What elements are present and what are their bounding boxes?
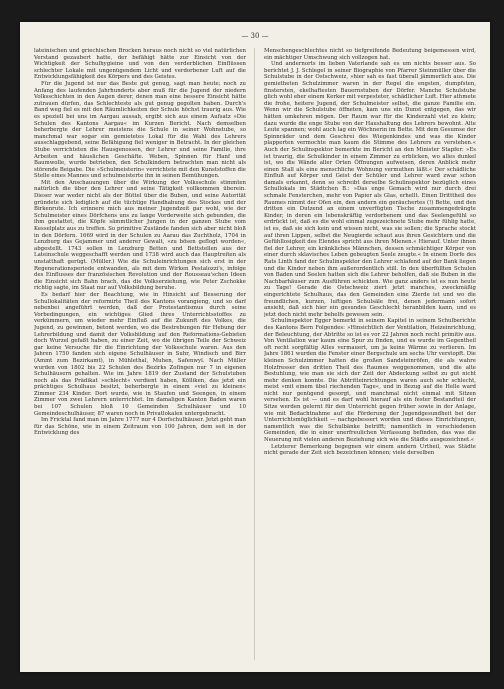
left-paragraph-5: Im Fricktal fand man im Jahre 1777 nur 4 Dorfschulhäuser. Jetzt geht man für das Schöne, wie in einem Zeitraum von 100 Jahren, dem seit in der Entwicklung des xyxy=(34,417,246,437)
right-column xyxy=(264,48,476,660)
right-paragraph-4: Letzterer Bemerkung begegnen wir einem andern Urtheil, was Städte nicht gerade der Zeit sich bezeichnen können; viele derselben xyxy=(264,443,476,457)
left-paragraph-2: Für die Jugend ist nur das Beste gut genug, sagt man heute; noch zu Anfang des laufenden Jahrhunderts aber muß für die Jugend der niedern Volksschichten in den Augen derer, denen man eine bessere Einsicht hätte zutrauen dürfen, das Schlechteste als gut genug gegolten haben. Durch's Band weg fiel es mit den Räumlichkeiten der Schule höchst traurig aus. Wie es speziell bei uns im Aargau aussah, ergibt sich aus einem Aufsatz »Die Schulen des Kantons Aargau« im Kurzen Bericht. Nach demselben beherbergte der Lehrer meistens die Schule in seiner Wohnstube, so manchmal war sogar ein gemietetes Lokal für die Wahl des Lehrers ausschlaggebend, seine Befähigung fiel weniger in Betracht. In der gleichen Stube verrichteten die Hausgenossen, der Lehrer und seine Familie, ihre Arbeiten und häuslichen Geschäfte. Weben, Spinnen für Hanf und Baumwolle, wurde betrieben, den Schulkindern betrachten man nicht als störende Beigabe. Die »Schulmeisterin« verrichtete mit den Kunststoffen die Stelle eines Mannes und schulmeisterte ihn in seinen Bemühungen. xyxy=(34,80,246,180)
right-paragraph-1: Menschengeschlechtes nicht so tiefgreifende Bedeutung beigemessen wird, ein mächtiger Umschwung sich vollzogen hat. xyxy=(264,48,476,61)
left-paragraph-3: Mit den Anschauungen über die Wirkung der Volksschule stimmten natürlich die über den Lehrer und seine Tätigkeit vollkommen überein. Dieser war weder nicht als der Büttel über die Buben, und seine Autorität gründete sich lediglich auf die tüchtige Handhabung des Stockes und der Birkenrute. Ich erinnere mich aus meiner Jugendzeit gar wohl, wie der Schulmeister eines Dörfchens uns zu lange Vorderweite sich gebunden, die ihm gestattet, die Köpfe sämmtlicher Jungen in der ganzen Stube vom Kesselplatz aus zu treffen. So primitive Zustände fanden sich aber nicht bloß in den Dörfern. 1669 wird in der Schulen zu Aarau das Zuchtholz, 1704 in Lenzburg das Gejammer und anderer Gewalt, »zu bösen geflogt worden«, abgestellt. 1743 sollen in Lenzburg Betten und Bettstellen aus der Lateinschule weggeschafft werden und 1738 wird auch das Hauptreiten als unstatthaft gerügt. (Müller.) Wie die Schuleinrichtungen sich erst in der Regenerationsperiode entwanden, als mit dem Wirken Pestalozzi's, infolge des Einflusses der französischen Revolution und der Rousseau'schen Ideen die Einsicht sich Bahn brach, das die Volkserziehung, wie Peter Zschokke richtig sagte, im Staat nur auf Volksbildung beruhe. xyxy=(34,179,246,292)
left-paragraph-4: Es bedarf hier der Beachtung, wie in Hinsicht auf Besserung der Schullokalitäten der reformirte Theil des Kantons vorangieng, und so darf nebenbei angeführt werden, daß der Protestantismus durch seine Vorbedingungen, ein wichtiges Glied ihres Unterrichtsstoffes zu verkümmern, um wieder mehr Einfluß auf die Zukunft des Volkes, die Jugend, zu gewinnen, betont werden, wo die Bestrebungen für Hebung der Lehrerbildung und damit der Volksbildung auf den Reformations-Gebieten doch Wurzel gefaßt haben, zu einer Zeit, wo die übrigen Teile der Schweiz gar keine Versuche für die Einrichtung der Volksschule waren. Aus den Jahren 1750 fanden sich eigene Schulhäuser in Suhr, Windisch und Birr (Ammt zum Bezirkamt), in Mühlethal, Muhen, Safenwyl. Nach Müller wurden von 1802 bis 22 Schulen des Bezirks Zofingen nur 7 in eigenen Schulhäusern gehalten. Wie im Jahre 1819 der Zustand der Schulstuben noch als das Prädikat »schlecht« verdient haben, Kölliken, das jetzt ein prächtiges Schulhaus besitzt, beherbergte in einem »viel zu kleinen« Zimmer 234 Kinder. Dort wurde, wie in Staufen und Seengen, in einem Zimmer von zwei Lehrern unterrichtet. Im damaligen Kanton Baden waren bei 107 Schulen bloß 10 Gemeinden Schulhäuser und 10 Gemeindeschulhäuser, 87 waren noch in Privatlokalen untergebracht. xyxy=(34,291,246,417)
left-column xyxy=(34,48,246,660)
document-page xyxy=(20,22,490,672)
page-number: — 30 — xyxy=(241,32,269,40)
right-paragraph-3: Schulinspektor Egger bemerkt in seinem Kapitel in seinem Schulberichte des Kantons Bern Folgendes: »Hinsichtlich der Ventilation, Heizeinrichtung, der Beleuchtung, der Abtritte so ist es vor 22 Jahren noch recht primitiv aus. Von Ventilation war kaum eine Spur zu finden, und es wurde im Gegentheil oft recht sorgfältig Alles vermauert, um ja keine Wärme zu verlieren. Im Jahre 1861 wurden die Fenster einer Bergschule um sechs Uhr verstopft. Die kleinen Schulzimmer hatten die großen Sandsteinröfen, die als wahre Holzfresser den dritten Theil des Raumes weggenommen, und die alte Bestuhlung, wie man sie sich der Zeit der Abdeckung selbst zu gut nicht mehr denken konnte. Die Abtritteinrichtungen waren auch sehr schlecht, meist »mit einem übel riechenden Tage«, und in Bezug auf die Helle ward nicht nur genügend gesorgt, und manchmal nicht einmal mit Sitzen versehen. Es ist — und es darf wohl hierauf als ein fester Bestandteil der Sitze werden gelernt für den Unterricht gegen früher sowie in der Anlage, wie mit Bedachtnahme auf die Förderung der Jugendgesundheit bei der Unterrichtsmöglichkeit — nachgebessert worden und dieses Einrichtungen, namentlich was die Schulbänke betrifft; namentlich in verschiedenen Gemeinden, die in einer unerfreulichen Verfassung befinden, das was die Neuerung mit vielen anderen Beziehung sich wie die Städte ausgezeichnet.« xyxy=(264,318,476,444)
column-divider xyxy=(254,48,255,660)
right-paragraph-2: Und andernorts im lieben Vaterlande sah es um nichts besser aus. So berichtet J. J. Schlegel in seiner Biographie von Pfarrer Steinmüller über die Schulstube in der Ostschweiz, »hier sah es fast überall jämmerlich aus. Die gemietheten Schulzimmer waren in der Regel die engsten, dumpfsten, finstersten, ekelhaftesten Bauernstuben der Dörfer. Manche Schulstube glich wohl eher einem Kerker mit verpesteter, schädlicher Luft. Hier athmete die frohe, heitere Jugend, der Schulmeister selbst, die ganze Familie ein. Wenn wir die Schulstube öffneten, kam uns ein Dunst entgegen, das wir hätten umkehren mögen. Der Raum war für die Kinderzahl viel zu klein; dazu wurde die enge Stube von der Haushaltung des Lehrers bewohnt. Alte Leute spannen; wohl auch lag ein Wöchnerin im Bette. Mit dem Gesumse der Spinnräder und dem Geschrei des Wiegenkindes und was die Kinder plapperten vermochte man kaum die Stimme des Lehrers zu verstehen.« Auch der Schulinspektor bemerkte im Bericht an den Minister Stapfer: »Es ist traurig, die Schulkinder in einem Zimmer zu erblicken, wo alles dunkel ist, wo die Wände aller Orten Öffnungen aufweisen, deren Anblick mehr einen Stall als eine menschliche Wohnung vermuthen läßt.« Der schädliche Einfluß auf Körper und Geist der Schüler und Lehrer ward zwar schon damals erkannt, denn so schreibt derselbe Schulinspektor bezüglich eines Schullokals im Städtchen B.: »Das enge Gemach wird nur durch drei schmale Fensterchen, mehr von Papier als Glas, erhellt. Einen Dritttheil des Raumes nimmt der Ofen ein, den andern ein geräuchertes (!) Bette, und den dritten ein Dutzend an einem unverfügten Tische zusammengedrängte Kinder, in deren ein lebenskräftig verdorbenem und das Seelengefühl so erdrückt ist, daß es die wohl einmal zugezeichnete Stube mehr fühlig hatte, ist es, daß sie sich kein und wissen nicht, was sie sollen; die Sprache stockt auf ihren Lippen, selbst die Neugierde schaut aus ihren Gesichtern und die Gefühllosigkeit des Elendes spricht aus ihren Mienen.« Hierauf. Unter ihnen fiel der Lehrer, ein kränkliches Männchen, dessen schmächtiger Körper von einer durch sklavisches Leben gebeugten Seele zeugte.« In einem Dorfe des Rats Linth fand der Schulinspektor den Lehrer schlafend auf der Bank liegen und die Kinder neben ihm außerordentlich still. In den überfüllten Schulen von Baden und Seelen hatten sich die Lehrer beholfen, daß sie Buben in die Nachbarhäuser zum Ausführen schickten. Wie ganz anders ist es nun heute zu Tage! Gerade die Ostschweiz ziert jetzt manches, zweckmäßig eingerichtete Schulhaus, das den Gemeinden eine Zierde ist und wo die freundlichen, kurzen, luftigen Schulsäle frei, denen jedermann sofort ansieht, daß sich hier ein gesundes Geschlecht heranbilden kann, und es jetzt doch nicht mehr behelfs gewesen sein. xyxy=(264,61,476,318)
left-paragraph-1: lateinischen und griechischen Brocken heraus noch nicht so viel natürlichen Verstand gezaubert hatte, der befähigt hätte zur Einsicht von der Wichtigkeit der Schulhygieine und von den verderblichen Einflüssen schlechter Lokale mit ungenügendem Licht und verdorbener Luft auf die Entwicklungsfähigkeit des Körpers und des Geistes. xyxy=(34,48,246,81)
